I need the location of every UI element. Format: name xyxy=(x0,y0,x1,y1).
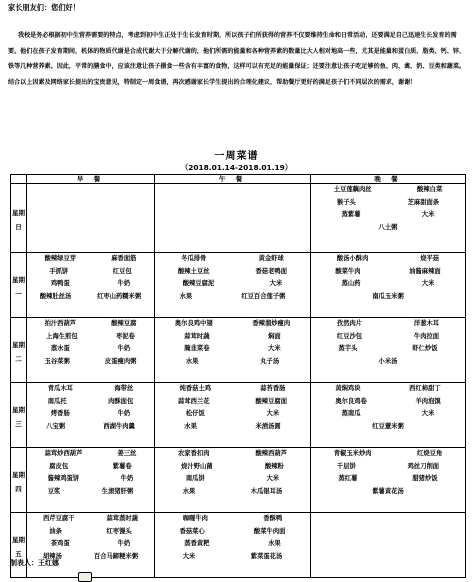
lunch-cell xyxy=(155,253,311,318)
dish-item: 豆浆 xyxy=(47,487,61,495)
breakfast-cell xyxy=(27,383,155,448)
dish-item: 西红柿甜丁 xyxy=(409,385,441,392)
dish-item: 南瓜饼 xyxy=(185,475,205,482)
intro-paragraph: 我校是务必根据初中生营养需要的特点，考虑到初中生正处于生长发育时期，所以孩子们所获得的营养不仅要维持生命和日常活动，还要满足自己迅速生长发育的需要。他们在孩子发育期间，机体的物质代谢是合成代谢大于分解代谢的，他们所需的能量和各种营养素的数量比大人相对地高一些，尤其是能量和蛋白质、脂类、钙、锌、铁等几种营养素。因此，平常的膳食中，应该注意让孩子摄食一些含有丰富的食物，这样可以有充足的能量保证；还要注意让孩子吃足够的鱼、肉、禽、奶、豆类和蔬菜。结合以上因素及网络家长提出的宝贵意见，特制定一周食谱，再次感谢家长学生提出的合理化建议，帮助餐厅更好的满足孩子们不同层次的需求，谢谢！ xyxy=(8,32,466,86)
dish-item: 油酱麻辣面 xyxy=(409,267,441,275)
dish-item: 青瓜木耳 xyxy=(47,385,73,392)
menu-date-range: （2018.01.14-2018.01.19） xyxy=(180,163,293,172)
dish-item: 蒸水蛋 xyxy=(50,345,70,352)
dish-item: 百合马蹄粳米粥 xyxy=(93,552,138,560)
dish-item: 丸子汤 xyxy=(260,357,280,365)
dinner-cell xyxy=(311,253,466,318)
dish-item: 酸辣豆腐 xyxy=(111,320,137,327)
dish-line xyxy=(27,408,154,421)
dish-item: 西芹豆腐干 xyxy=(43,515,75,522)
dish-line xyxy=(311,266,465,279)
dish-item: 猴子头 xyxy=(336,198,356,206)
dish-item: 红豆百合莲子粥 xyxy=(241,292,286,300)
dish-item: 手抓饼 xyxy=(49,267,69,275)
dish-line xyxy=(311,383,465,396)
dish-item: 姜三丝 xyxy=(117,450,137,457)
dish-item: 酸辣豆腐泥 xyxy=(182,280,215,287)
dish-line xyxy=(155,356,310,369)
dish-item: 蒜茸蒸时蔬 xyxy=(106,515,138,522)
weekly-menu-table xyxy=(10,174,466,578)
dish-line xyxy=(27,526,154,539)
dish-item: 蒸香黄粑 xyxy=(184,540,210,547)
dish-item: 酸辣绿豆芽 xyxy=(44,255,77,262)
dish-line xyxy=(27,266,154,279)
dish-line xyxy=(311,356,465,369)
dish-line xyxy=(155,526,310,539)
dish-item: 水果 xyxy=(268,540,281,547)
breakfast-cell xyxy=(27,184,155,253)
dish-item: 酸辣西葫芦 xyxy=(255,450,287,457)
dish-item: 大米 xyxy=(182,552,196,560)
dish-line xyxy=(27,331,154,344)
dish-item: 蒜苔香肠 xyxy=(260,385,286,392)
menu-day-row xyxy=(11,253,466,318)
dish-item: 木瓜银耳汤 xyxy=(250,487,283,495)
dish-line xyxy=(155,331,310,344)
dish-line xyxy=(155,551,310,564)
dish-item: 水果 xyxy=(185,357,199,365)
dish-item: 炖香菇土鸡 xyxy=(179,385,212,392)
dish-item: 红烧豆角 xyxy=(417,450,443,457)
dish-item: 奥尔良鸡中翅 xyxy=(174,320,213,327)
dish-item: 茶鸡蛋 xyxy=(50,540,70,547)
dish-line xyxy=(311,473,465,486)
dish-line xyxy=(27,396,154,409)
dish-item: 拍汁西葫芦 xyxy=(44,320,77,327)
dish-line xyxy=(155,318,310,331)
dish-item: 玉谷菜粥 xyxy=(44,357,70,365)
dinner-cell xyxy=(311,383,466,448)
dish-line xyxy=(311,331,465,344)
dish-line xyxy=(27,486,154,499)
dish-line xyxy=(311,421,465,434)
dish-item: 蒸红薯 xyxy=(338,475,358,482)
dish-line xyxy=(311,278,465,291)
day-label: 星期日 xyxy=(11,184,27,253)
dish-item: 大米 xyxy=(421,410,435,417)
dish-item: 酸辣白菜 xyxy=(417,186,443,193)
dish-line xyxy=(311,318,465,331)
dish-line xyxy=(155,408,310,421)
dish-item: 酸辣豆腐面 xyxy=(255,397,287,405)
dish-item: 酸菜牛肉 xyxy=(335,267,361,275)
lunch-cell xyxy=(155,318,311,383)
dish-line xyxy=(311,222,465,235)
dish-item: 南瓜玉米粥 xyxy=(372,292,404,300)
dish-line xyxy=(311,184,465,197)
dish-item: 烧平菇 xyxy=(420,255,440,262)
dish-item: 西湖牛肉羹 xyxy=(103,422,135,430)
dish-item: 酸辣土豆丝 xyxy=(178,267,210,275)
dish-item: 红豆沙包 xyxy=(336,332,363,340)
dish-item: 红豆包 xyxy=(112,267,132,275)
dish-item: 蒸山药 xyxy=(341,280,361,287)
dish-item: 烤香肠 xyxy=(50,410,70,417)
dish-item: 米酒汤圆 xyxy=(255,422,281,430)
dish-item: 红枣山药糯米粥 xyxy=(97,292,142,300)
dish-item: 水果 xyxy=(182,487,196,495)
menu-day-row xyxy=(11,513,466,578)
dish-line xyxy=(27,448,154,461)
dish-item: 油条 xyxy=(49,527,62,535)
dish-item: 黄焖鸡块 xyxy=(335,385,361,392)
dish-item: 生滚猪肝粥 xyxy=(101,487,134,495)
menu-day-row xyxy=(11,448,466,513)
dish-line xyxy=(311,461,465,474)
lunch-cell xyxy=(155,513,311,578)
dish-item: 牛肉拉面 xyxy=(413,332,440,340)
header-lunch: 午 餐 xyxy=(155,175,311,184)
dish-item: 土豆莲藕肉丝 xyxy=(333,186,372,193)
dinner-cell xyxy=(311,448,466,513)
dish-item: 蒸南瓜 xyxy=(341,410,361,417)
dish-item: 蒸芋头 xyxy=(338,345,358,352)
dish-line xyxy=(27,291,154,304)
dish-item: 腌韭菜卷 xyxy=(184,345,210,352)
dish-item: 千层饼 xyxy=(336,462,356,470)
dish-line xyxy=(27,473,154,486)
dish-line xyxy=(155,513,310,526)
day-label: 星期五 xyxy=(11,513,27,578)
dish-item: 黄金虾球 xyxy=(258,255,284,262)
dish-item: 水果 xyxy=(184,422,197,430)
menu-day-row xyxy=(11,184,466,253)
lunch-cell xyxy=(155,448,311,513)
day-label: 星期二 xyxy=(11,318,27,383)
header-breakfast: 早 餐 xyxy=(27,175,155,184)
dish-item: 大米 xyxy=(266,410,280,417)
dish-item: 羊肉泡馍 xyxy=(415,397,441,405)
dish-line xyxy=(27,343,154,356)
dish-line xyxy=(155,421,310,434)
dish-line xyxy=(27,318,154,331)
day-label: 星期三 xyxy=(11,383,27,448)
dish-item: 香酥鸭 xyxy=(263,515,283,522)
dish-item: 大米 xyxy=(269,280,283,287)
dish-item: 虾仁炒饭 xyxy=(412,345,438,352)
dish-line xyxy=(311,408,465,421)
dish-item: 紫薯卷 xyxy=(112,462,132,470)
lunch-cell xyxy=(155,184,311,253)
lunch-cell xyxy=(155,383,311,448)
dish-item: 烧汁野山菌 xyxy=(181,462,213,470)
dish-line xyxy=(27,461,154,474)
table-author: 制表人：王红娜 xyxy=(10,559,59,567)
dish-item: 酸菜牛肉面 xyxy=(253,527,286,535)
dish-item: 酸辣粉 xyxy=(264,462,284,470)
dish-line xyxy=(311,197,465,210)
dish-item: 枣泥卷 xyxy=(115,332,135,340)
dish-item: 上海生煎包 xyxy=(46,332,78,340)
menu-day-row xyxy=(11,383,466,448)
breakfast-cell xyxy=(27,448,155,513)
dish-line xyxy=(27,253,154,266)
dish-item: 酸汤小酥肉 xyxy=(336,255,369,262)
dish-line xyxy=(155,448,310,461)
dish-item: 腊猪炒饭 xyxy=(412,475,438,482)
dish-item: 海带丝 xyxy=(114,385,134,392)
dish-item: 咖喱牛肉 xyxy=(182,515,208,522)
dish-line xyxy=(27,278,154,291)
dish-line xyxy=(311,396,465,409)
dish-item: 洋葱木耳 xyxy=(413,320,440,327)
dish-item: 红枣馒头 xyxy=(106,527,132,535)
header-dinner: 晚 餐 xyxy=(311,175,466,184)
dish-item: 八土粥 xyxy=(378,223,398,231)
dish-item: 芝麻甜面条 xyxy=(407,198,440,206)
menu-day-row xyxy=(11,318,466,383)
dish-item: 鸡丝刀削面 xyxy=(407,462,440,470)
dish-item: 牛奶 xyxy=(117,345,131,352)
dish-line xyxy=(311,291,465,304)
dish-item: 蒜茸西兰花 xyxy=(178,397,210,405)
dish-line xyxy=(311,486,465,499)
dish-item: 麻香面筋 xyxy=(111,255,137,262)
dish-item: 农家香扣肉 xyxy=(178,450,210,457)
dish-item: 肉酥面包 xyxy=(108,397,134,405)
dish-item: 鸡鸭蛋 xyxy=(50,280,70,287)
dish-line xyxy=(311,209,465,222)
dish-item: 孜然肉片 xyxy=(336,320,363,327)
dish-line xyxy=(155,343,310,356)
dinner-cell xyxy=(311,318,466,383)
dish-item: 大米 xyxy=(421,280,435,287)
dish-line xyxy=(155,396,310,409)
dish-line xyxy=(155,461,310,474)
day-label: 星期一 xyxy=(11,253,27,318)
dish-item: 青椒玉米炒肉 xyxy=(333,450,372,457)
dish-line xyxy=(311,253,465,266)
dish-line xyxy=(27,383,154,396)
dish-item: 蒸紫薯 xyxy=(341,211,361,218)
dish-line xyxy=(155,383,310,396)
dish-item: 香菇菜心 xyxy=(179,527,205,535)
dish-item: 南瓜托 xyxy=(47,397,67,405)
dish-item: 水果 xyxy=(179,292,193,300)
stamp-icon xyxy=(78,572,92,582)
dish-item: 胡辣汤 xyxy=(43,552,62,560)
day-label: 星期四 xyxy=(11,448,27,513)
dish-line xyxy=(155,473,310,486)
dinner-cell xyxy=(311,513,466,578)
dish-line xyxy=(27,421,154,434)
breakfast-cell xyxy=(27,318,155,383)
menu-title: 一周菜谱 xyxy=(214,151,259,162)
greeting: 家长朋友们：您们好！ xyxy=(8,3,80,12)
dish-item: 酸辣肚丝汤 xyxy=(39,292,72,300)
dish-item: 腐皮包 xyxy=(49,462,69,470)
dish-item: 酱辣鸡蛋饼 xyxy=(47,475,80,482)
dish-item: 香菇老鸭面 xyxy=(255,267,287,275)
dish-item: 红豆薏米粥 xyxy=(372,422,404,430)
dinner-cell xyxy=(311,184,466,253)
dish-item: 小米汤 xyxy=(378,357,398,365)
dish-line xyxy=(311,343,465,356)
dish-item: 牛奶 xyxy=(117,410,131,417)
dish-item: 大米 xyxy=(266,475,280,482)
dish-item: 紫菜蛋花汤 xyxy=(250,552,283,560)
dish-item: 皮蛋瘦肉粥 xyxy=(104,357,137,365)
dish-item: 八宝粥 xyxy=(46,422,66,430)
dish-line xyxy=(155,291,310,304)
dish-item: 牛奶 xyxy=(117,280,131,287)
breakfast-cell xyxy=(27,253,155,318)
dish-item: 紫薯黄花汤 xyxy=(372,487,404,495)
dish-item: 蒜茸时蔬 xyxy=(184,332,210,340)
dish-item: 松仔饭 xyxy=(185,410,205,417)
dish-item: 牛奶 xyxy=(117,540,131,547)
dish-item: 冬瓜排骨 xyxy=(181,255,207,262)
header-day xyxy=(11,175,27,184)
dish-line xyxy=(155,278,310,291)
dish-line xyxy=(27,513,154,526)
menu-header-row xyxy=(11,175,466,184)
dish-item: 焖面 xyxy=(268,332,281,340)
dish-line xyxy=(155,486,310,499)
dish-item: 大米 xyxy=(268,345,281,352)
dish-line xyxy=(311,448,465,461)
dish-line xyxy=(155,253,310,266)
dish-line xyxy=(27,356,154,369)
dish-item: 大米 xyxy=(421,211,435,218)
dish-item: 蒜茸炒西葫芦 xyxy=(44,450,83,457)
dish-line xyxy=(155,538,310,551)
dish-item: 奥尔良鸡卷 xyxy=(335,397,367,405)
dish-line xyxy=(155,266,310,279)
dish-line xyxy=(27,538,154,551)
dish-item: 牛奶 xyxy=(120,475,134,482)
dish-item: 香辣溜炒瘦肉 xyxy=(252,320,291,327)
